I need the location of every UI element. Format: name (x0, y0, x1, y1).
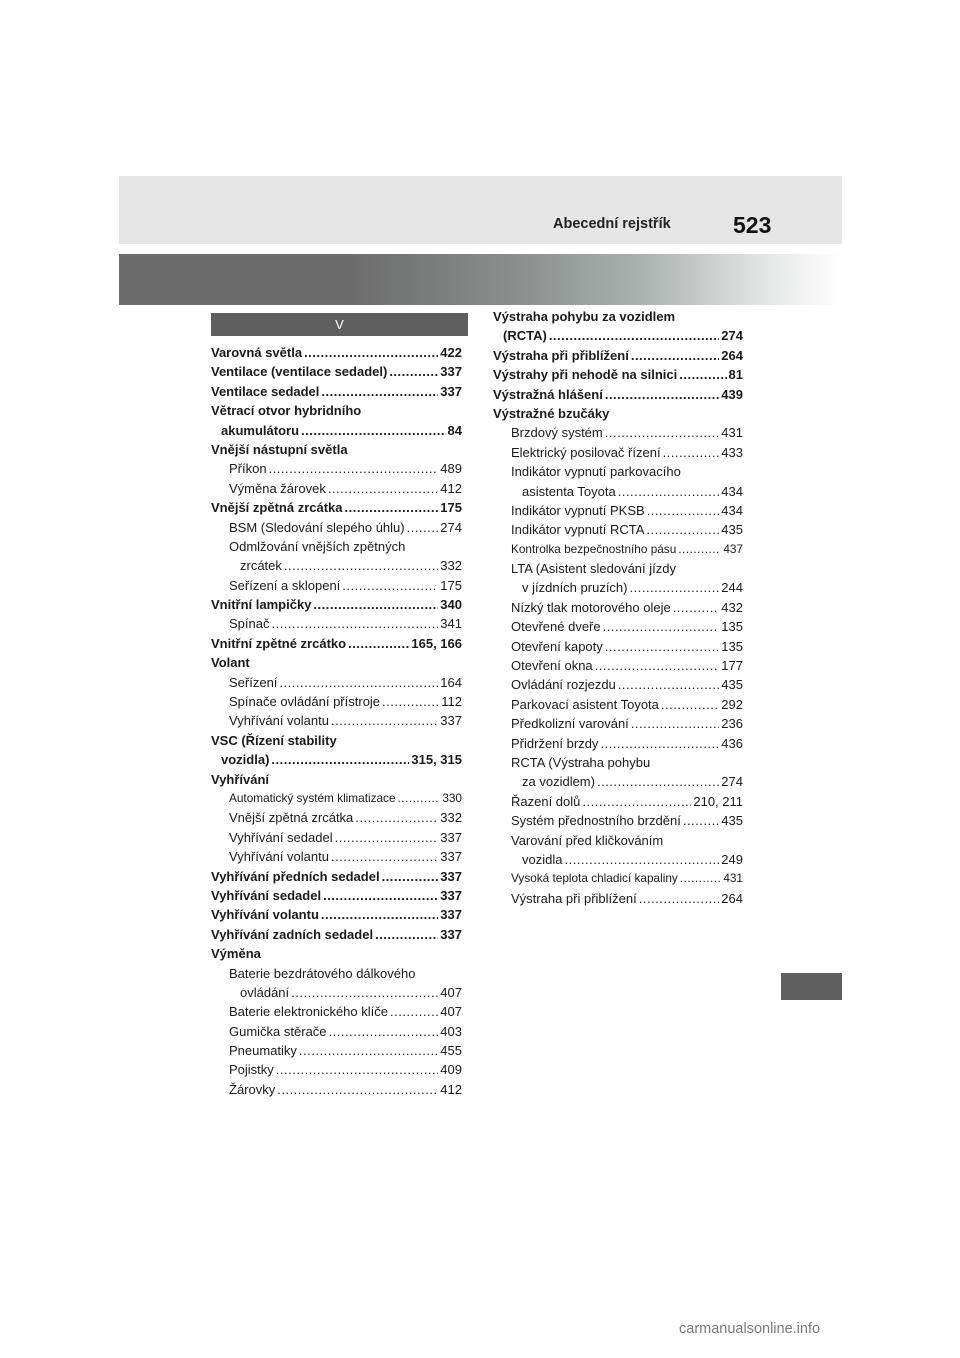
dot-leader (605, 637, 720, 656)
index-entry (493, 617, 743, 636)
index-entry-page: 274 (440, 519, 462, 535)
index-entry-page: 435 (721, 813, 743, 829)
index-entry (493, 675, 743, 694)
index-entry-page: 81 (728, 367, 743, 383)
dot-leader (605, 423, 720, 442)
index-entry-label: Výstraha při přiblížení (511, 890, 637, 906)
dot-leader (661, 695, 719, 714)
index-entry-page: 432 (721, 599, 743, 615)
index-entry (493, 792, 743, 811)
dot-leader (276, 1060, 439, 1079)
index-entry (211, 944, 462, 963)
index-entry (211, 653, 462, 672)
index-entry-label: Nízký tlak motorového oleje (511, 599, 671, 615)
index-entry (211, 1022, 462, 1041)
index-entry-page: 434 (721, 483, 743, 499)
header-title: Abecední rejstřík (553, 216, 671, 232)
index-entry (493, 714, 743, 733)
index-entry (493, 656, 743, 675)
watermark: carmanualsonline.info (679, 1321, 821, 1337)
index-entry-label: Vyhřívání sedadel (211, 887, 322, 903)
index-entry (493, 831, 743, 850)
index-entry-page: 407 (440, 984, 462, 1000)
index-entry (211, 789, 462, 808)
index-entry-label: Systém přednostního brzdění (511, 813, 681, 829)
dot-leader (321, 382, 438, 401)
index-entry-label: Výstražná hlášení (493, 386, 603, 402)
index-entry-label: Vyhřívání sedadel (229, 829, 333, 845)
index-entry-label: Spínač (229, 616, 270, 632)
dot-leader (342, 576, 438, 595)
index-entry-page: 165, 166 (411, 635, 462, 651)
index-entry-label: Vyhřívání (211, 771, 270, 787)
dot-leader (304, 343, 438, 362)
index-entry (211, 634, 462, 653)
index-entry (211, 1060, 462, 1079)
index-entry (211, 750, 462, 769)
index-entry-label: Ovládání rozjezdu (511, 677, 616, 693)
dot-leader (618, 675, 720, 694)
index-entry-label: Výstražné bzučáky (493, 405, 610, 421)
index-entry-label: Spínače ovládání přístroje (229, 694, 381, 710)
index-entry-label: Předkolizní varování (511, 716, 629, 732)
index-entry (211, 711, 462, 730)
index-entry (211, 614, 462, 633)
dot-leader (323, 886, 438, 905)
dot-leader (329, 1022, 439, 1041)
dot-leader (603, 617, 720, 636)
index-entry (493, 365, 743, 384)
index-entry (211, 421, 462, 440)
index-entry-label: Vysoká teplota chladicí kapaliny (511, 871, 678, 886)
index-entry-page: 332 (440, 810, 462, 826)
index-entry (211, 459, 462, 478)
index-entry (493, 307, 743, 326)
index-entry-page: 439 (721, 386, 743, 402)
index-entry (493, 753, 743, 772)
index-entry (493, 695, 743, 714)
index-entry-page: 264 (721, 347, 743, 363)
index-entry (211, 1002, 462, 1021)
index-entry-page: 135 (721, 619, 743, 635)
index-entry-label: Žárovky (229, 1081, 276, 1097)
index-entry-page: 236 (721, 716, 743, 732)
index-entry-page: 412 (440, 480, 462, 496)
dot-leader (618, 482, 720, 501)
index-entry-label: Výstraha při přiblížení (493, 347, 629, 363)
index-entry-page: 112 (441, 694, 462, 710)
index-entry (211, 1080, 462, 1099)
index-entry (493, 889, 743, 908)
index-entry (211, 1041, 462, 1060)
index-entry (211, 983, 462, 1002)
index-entry-label: Baterie elektronického klíče (229, 1004, 388, 1020)
dot-leader (321, 905, 438, 924)
dot-leader (605, 385, 719, 404)
index-entry-label: VSC (Řízení stability (211, 732, 337, 748)
index-entry-page: 135 (721, 638, 743, 654)
dot-leader (597, 772, 719, 791)
index-entry-label: Kontrolka bezpečnostního pásu (511, 541, 677, 556)
index-entry-page: 433 (721, 444, 743, 460)
index-entry (211, 401, 462, 420)
dot-leader (284, 556, 438, 575)
index-entry-page: 341 (440, 616, 462, 632)
index-entry (493, 869, 743, 888)
index-entry-page: 274 (721, 774, 743, 790)
page-number: 523 (733, 212, 772, 238)
index-entry-label: Seřízení a sklopení (229, 577, 341, 593)
index-entry-page: 332 (440, 558, 462, 574)
index-entry-label: Indikátor vypnutí RCTA (511, 522, 645, 538)
index-entry-page: 337 (440, 849, 462, 865)
dot-leader (348, 634, 409, 653)
index-entry-page: 407 (440, 1004, 462, 1020)
index-entry (211, 382, 462, 401)
index-entry (493, 850, 743, 869)
dot-leader (663, 443, 720, 462)
dot-leader (375, 925, 438, 944)
dot-leader (631, 714, 720, 733)
dot-leader (678, 540, 721, 559)
index-entry-page: 337 (440, 383, 462, 399)
dot-leader (595, 656, 720, 675)
dot-leader (299, 1041, 438, 1060)
index-entry-label: Vyhřívání volantu (229, 849, 329, 865)
index-entry (493, 423, 743, 442)
dot-leader (549, 326, 719, 345)
index-entry (493, 637, 743, 656)
index-entry-label: Vyhřívání volantu (211, 907, 319, 923)
dot-leader (647, 501, 720, 520)
index-entry (493, 772, 743, 791)
index-entry (493, 734, 743, 753)
dot-leader (646, 520, 719, 539)
index-entry-page: 435 (721, 677, 743, 693)
index-entry-label: Příkon (229, 461, 267, 477)
index-entry (211, 731, 462, 750)
index-entry (211, 537, 462, 556)
index-entry-label: BSM (Sledování slepého úhlu) (229, 519, 405, 535)
index-entry (493, 578, 743, 597)
dot-leader (389, 362, 438, 381)
index-entry-label: Řazení dolů (511, 793, 581, 809)
index-entry-label: Parkovací asistent Toyota (511, 696, 659, 712)
index-entry (493, 404, 743, 423)
index-entry-label: (RCTA) (503, 328, 547, 344)
index-entry-page: 210, 211 (693, 793, 743, 809)
index-entry (211, 343, 462, 362)
index-entry-page: 249 (721, 851, 743, 867)
dot-leader (279, 673, 438, 692)
index-entry-label: Pojistky (229, 1062, 274, 1078)
dot-leader (269, 459, 439, 478)
index-entry-label: Vnější zpětná zrcátka (229, 810, 354, 826)
index-entry-label: Vnitřní lampičky (211, 597, 312, 613)
index-entry-label: v jízdních pruzích) (522, 580, 628, 596)
dot-leader (407, 518, 439, 537)
index-entry-page: 431 (721, 425, 743, 441)
dot-leader (301, 421, 446, 440)
decorative-gradient-band (119, 254, 842, 305)
index-entry-label: Ventilace sedadel (211, 383, 320, 399)
dot-leader (335, 828, 439, 847)
index-entry-label: Vnitřní zpětné zrcátko (211, 635, 347, 651)
index-entry-label: Výměna žárovek (229, 480, 326, 496)
index-entry-label: Indikátor vypnutí PKSB (511, 502, 645, 518)
index-entry (211, 576, 462, 595)
dot-leader (271, 750, 409, 769)
dot-leader (345, 498, 439, 517)
index-entry-label: Odmlžování vnějších zpětných (229, 538, 406, 554)
index-entry-label: vozidla) (221, 752, 270, 768)
index-entry-page: 412 (440, 1081, 462, 1097)
dot-leader (600, 734, 719, 753)
index-entry-page: 264 (721, 890, 743, 906)
dot-leader (398, 789, 441, 808)
index-entry-page: 422 (440, 345, 462, 360)
index-entry-page: 164 (440, 674, 462, 690)
index-entry-label: Gumička stěrače (229, 1023, 327, 1039)
index-entry-label: Automatický systém klimatizace (229, 790, 396, 805)
index-entry-page: 337 (440, 887, 462, 903)
index-entry (211, 498, 462, 517)
index-entry-page: 274 (721, 328, 743, 344)
index-entry (493, 385, 743, 404)
index-entry (493, 559, 743, 578)
dot-leader (277, 1080, 438, 1099)
dot-leader (331, 847, 438, 866)
dot-leader (639, 889, 720, 908)
dot-leader (328, 479, 438, 498)
index-entry-page: 489 (440, 461, 462, 477)
section-letter-header (211, 313, 468, 336)
index-entry-label: Vyhřívání volantu (229, 713, 329, 729)
index-entry-page: 337 (440, 713, 462, 729)
dot-leader (582, 792, 691, 811)
index-entry-label: Vyhřívání předních sedadel (211, 868, 380, 884)
index-entry (211, 673, 462, 692)
index-entry-page: 409 (440, 1062, 462, 1078)
index-entry-label: Indikátor vypnutí parkovacího (511, 464, 681, 480)
index-entry-label: Vyhřívání zadních sedadel (211, 926, 374, 942)
index-entry-label: Otevření kapoty (511, 638, 603, 654)
dot-leader (630, 578, 720, 597)
dot-leader (564, 850, 719, 869)
index-entry-page: 403 (440, 1023, 462, 1039)
index-entry-label: Vnější zpětná zrcátka (211, 500, 343, 516)
index-entry-page: 337 (440, 926, 462, 942)
index-entry-page: 244 (721, 580, 743, 596)
section-letter: V (335, 317, 344, 332)
dot-leader (382, 867, 439, 886)
dot-leader (331, 711, 438, 730)
index-entry (493, 501, 743, 520)
index-entry-page: 175 (440, 577, 462, 593)
index-entry-page: 337 (440, 868, 462, 884)
dot-leader (680, 869, 722, 888)
index-entry-page: 340 (440, 597, 462, 613)
index-entry-label: asistenta Toyota (522, 483, 616, 499)
index-entry (211, 867, 462, 886)
index-entry (211, 925, 462, 944)
index-entry-label: Brzdový systém (511, 425, 603, 441)
index-entry-label: vozidla (522, 851, 563, 867)
index-column-left (211, 343, 462, 1099)
index-entry-label: Baterie bezdrátového dálkového (229, 965, 416, 981)
index-entry (211, 518, 462, 537)
index-entry-label: Elektrický posilovač řízení (511, 444, 661, 460)
index-entry (211, 440, 462, 459)
index-entry (211, 556, 462, 575)
dot-leader (683, 811, 719, 830)
index-entry-page: 337 (440, 364, 462, 380)
index-entry-label: zrcátek (240, 558, 282, 574)
index-entry-page: 455 (440, 1043, 462, 1059)
dot-leader (291, 983, 438, 1002)
index-entry (211, 692, 462, 711)
dot-leader (382, 692, 439, 711)
index-entry (211, 828, 462, 847)
dot-leader (673, 598, 720, 617)
index-entry-label: Přidržení brzdy (511, 735, 599, 751)
index-entry-label: Pneumatiky (229, 1043, 297, 1059)
index-entry-label: Větrací otvor hybridního (211, 403, 362, 419)
index-entry (493, 326, 743, 345)
index-entry-label: Ventilace (ventilace sedadel) (211, 364, 388, 380)
index-entry-label: Varovná světla (211, 345, 303, 360)
index-entry (493, 520, 743, 539)
index-entry-page: 434 (721, 502, 743, 518)
index-entry-page: 177 (721, 658, 743, 674)
index-entry-label: Seřízení (229, 674, 278, 690)
index-entry-page: 330 (442, 790, 462, 805)
index-entry-label: Výměna (211, 946, 261, 962)
dot-leader (271, 614, 438, 633)
index-entry-page: 436 (721, 735, 743, 751)
dot-leader (390, 1002, 438, 1021)
index-entry-label: Varování před kličkováním (511, 832, 664, 848)
index-entry (211, 886, 462, 905)
index-entry (493, 540, 743, 559)
index-entry-page: 292 (721, 696, 743, 712)
index-entry-label: akumulátoru (221, 422, 300, 438)
index-entry (211, 362, 462, 381)
dot-leader (313, 595, 438, 614)
index-entry-page: 431 (723, 871, 743, 886)
index-entry (493, 482, 743, 501)
index-entry-label: Volant (211, 655, 250, 671)
index-entry-label: Výstraha pohybu za vozidlem (493, 309, 676, 324)
index-entry-label: Otevření okna (511, 658, 593, 674)
index-entry-page: 84 (447, 422, 462, 438)
index-column-right (493, 307, 743, 908)
index-entry-label: RCTA (Výstraha pohybu (511, 754, 651, 770)
index-entry-page: 337 (440, 829, 462, 845)
index-entry (493, 462, 743, 481)
index-entry-page: 175 (440, 500, 462, 516)
index-entry-page: 435 (721, 522, 743, 538)
index-entry (493, 346, 743, 365)
index-entry (211, 847, 462, 866)
index-entry (211, 479, 462, 498)
dot-leader (679, 365, 726, 384)
index-entry (211, 808, 462, 827)
index-entry (211, 905, 462, 924)
index-entry (493, 443, 743, 462)
index-entry-label: Výstrahy při nehodě na silnici (493, 367, 678, 383)
chapter-side-tab (781, 973, 842, 1000)
index-entry-page: 437 (723, 541, 743, 556)
index-entry-label: ovládání (240, 984, 290, 1000)
index-entry-label: Otevřené dveře (511, 619, 601, 635)
index-entry (211, 770, 462, 789)
index-entry (493, 598, 743, 617)
index-entry-page: 315, 315 (411, 752, 462, 768)
index-entry-page: 337 (440, 907, 462, 923)
index-entry-label: LTA (Asistent sledování jízdy (511, 561, 676, 577)
index-entry-label: za vozidlem) (522, 774, 595, 790)
dot-leader (631, 346, 719, 365)
dot-leader (355, 808, 438, 827)
index-entry-label: Vnější nástupní světla (211, 441, 348, 457)
index-entry (211, 964, 462, 983)
index-entry (493, 811, 743, 830)
index-entry (211, 595, 462, 614)
